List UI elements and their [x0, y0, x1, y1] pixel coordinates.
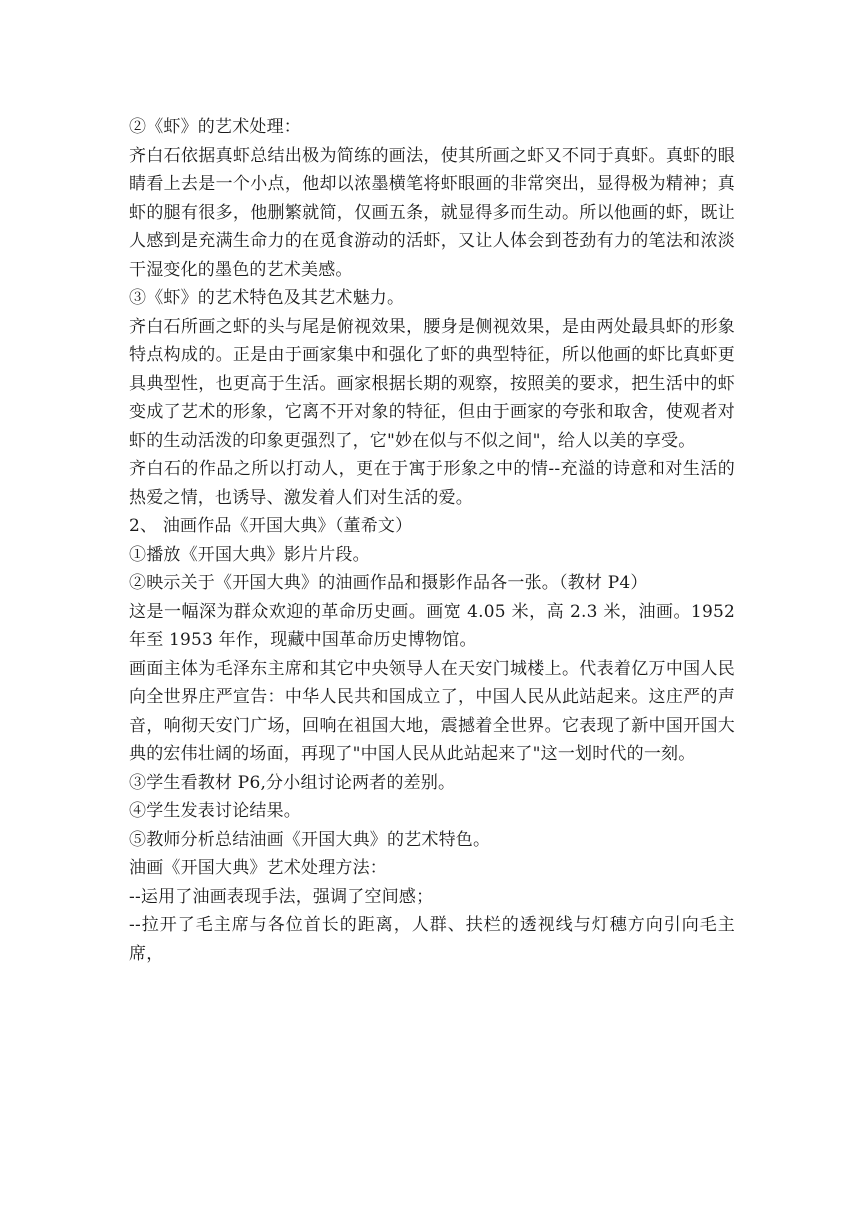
paragraph-shrimp-features-body: 齐白石所画之虾的头与尾是俯视效果，腰身是侧视效果，是由两处最具虾的形象特点构成的。正是由于画家集中和强化了虾的典型特征，所以他画的虾比真虾更具典型性，也更高于生活。画家根据长期的观察，按照美的要求，把生活中的虾变成了艺术的形象，它离不开对象的特征，但由于画家的夸张和取舍，使观者对虾的生动活泼的印象更强烈了，它"妙在似与不似之间"，给人以美的享受。 [129, 316, 735, 451]
paragraph-step-show-images: ②映示关于《开国大典》的油画作品和摄影作品各一张。（教材 P4） [129, 573, 648, 593]
paragraph-step-present-results: ④学生发表讨论结果。 [129, 801, 301, 821]
paragraph-heading-art-methods: 油画《开国大典》艺术处理方法： [129, 858, 387, 878]
paragraph-heading-shrimp-features: ③《虾》的艺术特色及其艺术魅力。 [129, 288, 405, 308]
paragraph-method-oil-technique: --运用了油画表现手法，强调了空间感； [129, 886, 434, 907]
paragraph-heading-founding-ceremony: 2、 油画作品《开国大典》（董希文） [129, 516, 413, 536]
document-body [129, 113, 735, 968]
paragraph-step-teacher-summary: ⑤教师分析总结油画《开国大典》的艺术特色。 [129, 829, 491, 850]
paragraph-painting-info: 这是一幅深为群众欢迎的革命历史画。画宽 4.05 米，高 2.3 米，油画。1952 年至 1953 年作，现藏中国革命历史博物馆。 [129, 601, 735, 650]
paragraph-shrimp-emotion: 齐白石的作品之所以打动人，更在于寓于形象之中的情--充溢的诗意和对生活的热爱之情，也诱导、激发着人们对生活的爱。 [129, 459, 735, 508]
paragraph-step-play-film: ①播放《开国大典》影片片段。 [129, 544, 370, 565]
paragraph-shrimp-treatment-body: 齐白石依据真虾总结出极为简练的画法，使其所画之虾又不同于真虾。真虾的眼睛看上去是一个小点，他却以浓墨横笔将虾眼画的非常突出，显得极为精神；真虾的腿有很多，他删繁就简，仅画五条，就显得多而生动。所以他画的虾，既让人感到是充满生命力的在觅食游动的活虾，又让人体会到苍劲有力的笔法和浓淡干湿变化的墨色的艺术美感。 [129, 145, 735, 280]
paragraph-heading-shrimp-treatment: ②《虾》的艺术处理： [129, 117, 301, 137]
paragraph-step-group-discussion: ③学生看教材 P6,分小组讨论两者的差别。 [129, 772, 456, 793]
paragraph-painting-subject: 画面主体为毛泽东主席和其它中央领导人在天安门城楼上。代表着亿万中国人民向全世界庄严宣告：中华人民共和国成立了，中国人民从此站起来。这庄严的声音，响彻天安门广场，回响在祖国大地，震撼着全世界。它表现了新中国开国大典的宏伟壮阔的场面，再现了"中国人民从此站起来了"这一划时代的一刻。 [129, 658, 735, 764]
paragraph-method-perspective: --拉开了毛主席与各位首长的距离，人群、扶栏的透视线与灯穗方向引向毛主席， [129, 915, 735, 964]
